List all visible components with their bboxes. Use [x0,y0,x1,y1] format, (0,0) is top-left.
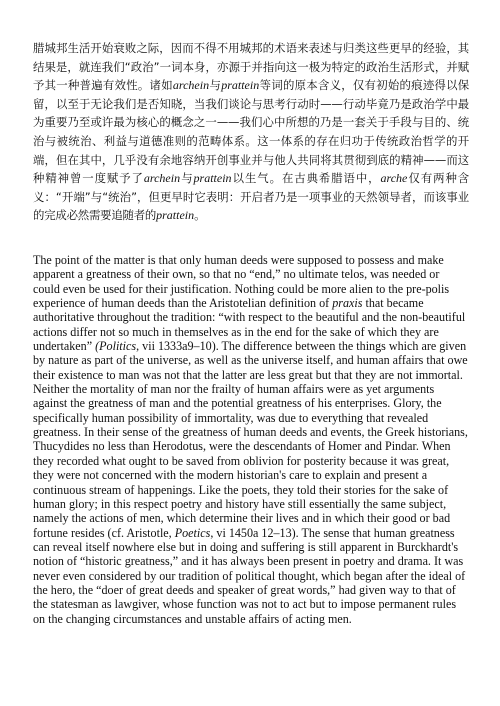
zh-text-5: 以生气。在古典希腊语中， [231,171,381,186]
zh-term-archein: archein [172,78,210,93]
en-term-praxis: praxis [332,296,363,311]
zh-text-2: 与 [209,78,222,93]
zh-term-arche: arche [380,171,408,186]
zh-text-4: 与 [180,171,194,186]
zh-term-prattein: prattein [221,78,260,93]
en-citation-poetics: Poetics [174,525,211,540]
en-text-3: , vii 1333a9–10). The difference between the things which are given by nature as part of the universe, as well as the universe itself, and human affairs that owe their existence to man was not that the latter are less great but that they are not immortal. Neither the mortality of man nor the frailty of human affairs were as yet arguments against the greatness of man and the potential greatness of his enterprises. Glory, the specifically human possibility of immortality, was due to everything that revealed greatness. In their sense of the greatness of human deeds and events, the Greek historians, Thucydides no less than Herodotus, were the descendants of Homer and Pindar. When they recorded what ought to be saved from oblivion for posterity because it was great, they were not concerned with the modern historian's care to explain and present a continuous stream of happenings. Like the poets, they told their stories for the sake of human glory; in this respect poetry and history have still essentially the same subject, namely the actions of men, which determine their lives and in which their good or bad fortune resides (cf. Aristotle, [33,339,468,540]
en-text-4: , vi 1450a 12–13). The sense that human greatness can reveal itself nowhere else but in doing and suffering is still apparent in Burckhardt's notion of “historic greatness,” and it has always been present in poetry and drama. It was never even considered by our tradition of political thought, which began after the ideal of the hero, the “doer of great deeds and speaker of great words,” had given way to that of the statesman as lawgiver, whose function was not to act but to impose permanent rules on the changing circumstances and unstable affairs of acting men. [33,525,466,626]
zh-term-prattein-2: prattein [193,171,232,186]
zh-text-1: 腊城邦生活开始衰败之际，因而不得不用城邦的术语来表述与归类这些更早的经验，其结果是，就连我们“政治”一词本身，亦源于并指向这一极为特定的政治生活形式，并赋予其一种普遍有效性。诸如 [33,41,469,93]
zh-term-prattein-3: prattein [156,208,195,223]
zh-text-3: 等词的原本含义，仅有初始的痕迹得以保留，以至于无论我们是否知晓，当我们谈论与思考行动时——行动毕竟乃是政治学中最为重要乃至或许最为核心的概念之一——我们心中所想的乃是一套关于手段与目的、统治与被统治、利益与道德准则的范畴体系。这一体系的存在归功于传统政治哲学的开端，但在其中，几乎没有余地容纳开创事业并与他人共同将其贯彻到底的精神——而这种精神曾一度赋予了 [33,78,469,186]
zh-text-6: 仅有两种含义：“开端”与“统治”，但更早时它表明：开启者乃是一项事业的天然领导者，而该事业的完成必然需要追随者的 [33,171,469,223]
en-text-2: that became authoritative throughout the tradition: “with respect to the beautiful and the non-beautiful actions differ not so much in themselves as in the end for the sake of which they are undertaken” [33,296,466,354]
en-citation-politics: (Politics [95,339,137,354]
en-text-1: The point of the matter is that only human deeds were supposed to possess and make apparent a greatness of their own, so that no “end,” no ultimate telos, was needed or could even be used for their justification. Nothing could be more alien to the pre-polis experience of human deeds than the Aristotelian definition of [33,253,450,311]
chinese-paragraph [33,39,469,225]
english-paragraph [33,253,469,626]
zh-term-archein-2: archein [143,171,181,186]
zh-text-7: 。 [194,208,206,223]
